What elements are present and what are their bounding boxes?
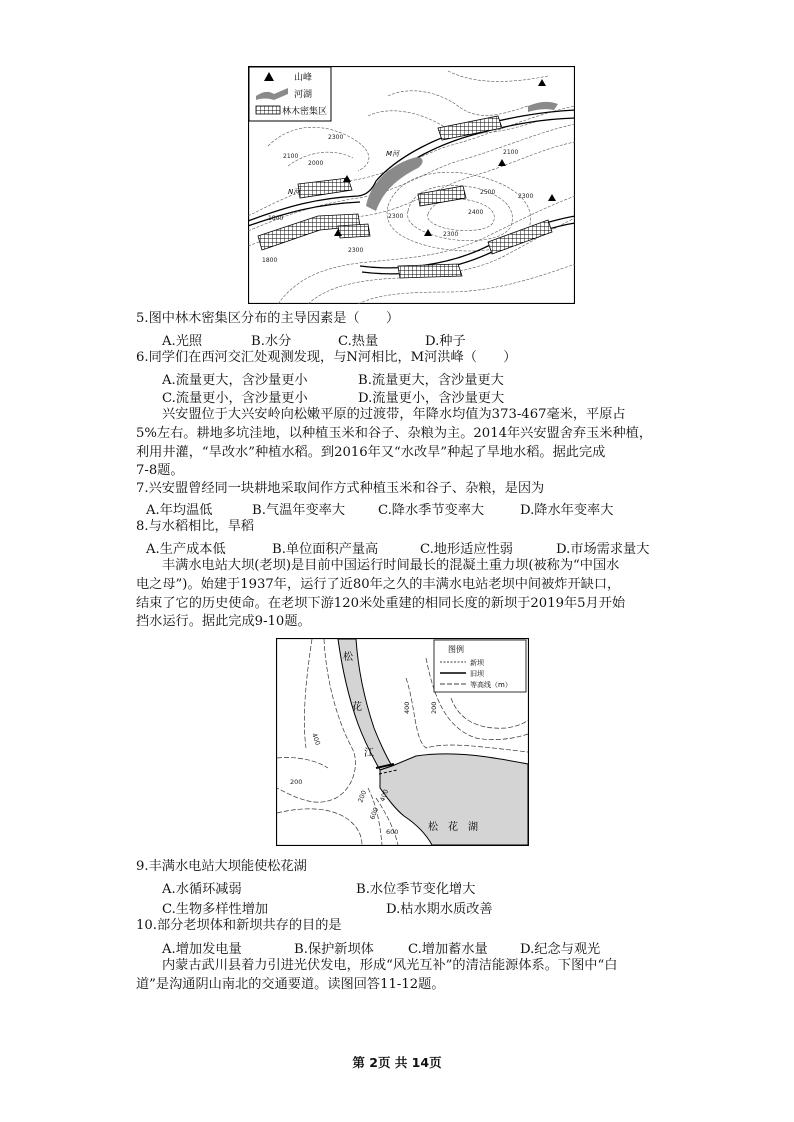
q8-option-a[interactable]: A.生产成本低 [146, 542, 226, 557]
q5-option-b[interactable]: B.水分 [251, 334, 292, 349]
map2-legend [434, 640, 526, 692]
question-7-stem: 7.兴安盟曾经同一块耕地采取间作方式种植玉米和谷子、杂粮，是因为 [136, 481, 545, 496]
passage-1-line: 兴安盟位于大兴安岭向松嫩平原的过渡带，年降水均值为373-467毫米，平原占 [162, 407, 626, 422]
question-9-stem: 9.丰满水电站大坝能使松花湖 [136, 859, 307, 874]
legend-title: 图例 [448, 645, 464, 654]
q6-option-c[interactable]: C.流量更小，含沙量更小 [162, 391, 308, 406]
q8-option-c[interactable]: C.地形适应性弱 [420, 542, 513, 557]
q6-option-d[interactable]: D.流量更小，含沙量更大 [358, 391, 505, 406]
forest-contour-map [248, 66, 575, 304]
q9-option-a[interactable]: A.水循环减弱 [162, 882, 242, 897]
q5-option-a[interactable]: A.光照 [162, 334, 203, 349]
q8-option-d[interactable]: D.市场需求量大 [556, 542, 650, 557]
passage-3-line: 道”是沟通阴山南北的交通要道。读图回答11-12题。 [136, 977, 445, 992]
fengman-dam-map [276, 638, 529, 846]
question-5-stem: 5.图中林木密集区分布的主导因素是（ ） [136, 311, 400, 326]
contour-label: 2300 [518, 193, 534, 200]
contour-label: 1800 [268, 215, 284, 222]
contour-label: 2500 [480, 189, 496, 196]
q8-option-b[interactable]: B.单位面积产量高 [272, 542, 379, 557]
page-footer: 第 2页 共 14页 [352, 1055, 442, 1070]
river-char: 江 [364, 748, 374, 759]
q5-option-d[interactable]: D.种子 [425, 334, 466, 349]
contour-label: 200 [356, 789, 369, 804]
q7-option-c[interactable]: C.降水季节变率大 [378, 503, 485, 518]
question-10-stem: 10.部分老坝体和新坝共存的目的是 [136, 918, 342, 933]
river-label-n: N河 [288, 188, 301, 196]
contour-label: 2000 [308, 160, 324, 167]
contour-label: 600 [368, 806, 381, 821]
passage-1-line: 5%左右。耕地多坑洼地，以种植玉米和谷子、杂粮为主。2014年兴安盟舍弃玉米种植， [136, 426, 653, 441]
q5-option-c[interactable]: C.热量 [338, 334, 379, 349]
legend-label-river: 河湖 [294, 90, 313, 100]
q10-option-d[interactable]: D.纪念与观光 [520, 942, 601, 957]
contour-label: 2300 [348, 247, 364, 254]
legend-label-contour: 等高线（m） [470, 681, 512, 689]
contour-label: 2300 [388, 213, 404, 220]
river-char: 花 [352, 702, 362, 713]
q7-option-a[interactable]: A.年均温低 [146, 503, 213, 518]
legend-label-forest: 林木密集区 [282, 107, 328, 117]
legend-label-peak: 山峰 [294, 73, 313, 83]
river-char: 松 [343, 652, 353, 663]
contour-label: 200 [290, 778, 303, 786]
lake-char: 花 [448, 822, 458, 833]
contour-label: 400 [403, 701, 411, 714]
q10-option-c[interactable]: C.增加蓄水量 [408, 942, 488, 957]
forest-zone-icon [256, 106, 280, 114]
q7-option-b[interactable]: B.气温年变率大 [252, 503, 346, 518]
contour-label: 2300 [328, 134, 344, 141]
lake-char: 松 [428, 822, 438, 833]
q10-option-b[interactable]: B.保护新坝体 [294, 942, 374, 957]
q6-option-a[interactable]: A.流量更大，含沙量更小 [162, 373, 308, 388]
map1-legend [249, 67, 331, 121]
contour-label: 400 [378, 788, 391, 803]
contour-label: 2100 [283, 153, 299, 160]
contour-label: 600 [386, 828, 399, 836]
q9-option-c[interactable]: C.生物多样性增加 [162, 902, 269, 917]
legend-label-old-dam: 旧坝 [470, 670, 484, 678]
question-6-stem: 6.同学们在西河交汇处观测发现，与N河相比，M河洪峰（ ） [136, 350, 517, 365]
contour-label: 2300 [443, 231, 459, 238]
contour-label: 200 [430, 701, 438, 714]
passage-2-line: 丰满水电站大坝(老坝)是目前中国运行时间最长的混凝土重力坝(被称为“中国水 [162, 558, 620, 573]
contour-label: 400 [310, 731, 322, 747]
question-8-stem: 8.与水稻相比，旱稻 [136, 519, 255, 534]
q6-option-b[interactable]: B.流量更大，含沙量更大 [358, 373, 504, 388]
passage-1-line: 利用井灌，“旱改水”种植水稻。到2016年又“水改旱”种起了旱地水稻。据此完成 [136, 445, 606, 460]
contour-label: 2400 [468, 209, 484, 216]
passage-3-line: 内蒙古武川县着力引进光伏发电，形成“风光互补”的清洁能源体系。下图中“白 [162, 958, 618, 973]
q10-option-a[interactable]: A.增加发电量 [162, 942, 242, 957]
contour-label: 2100 [503, 149, 519, 156]
passage-2-line: 结束了它的历史使命。在老坝下游120米处重建的相同长度的新坝于2019年5月开始 [136, 596, 626, 611]
q9-option-d[interactable]: D.枯水期水质改善 [386, 902, 493, 917]
passage-2-line: 电之母”)。始建于1937年，运行了近80年之久的丰满水电站老坝中间被炸开缺口， [136, 577, 621, 592]
contour-label: 1800 [262, 257, 278, 264]
passage-1-line: 7-8题。 [136, 463, 184, 478]
q7-option-d[interactable]: D.降水年变率大 [520, 503, 614, 518]
river-label-m: M河 [386, 150, 400, 158]
passage-2-line: 挡水运行。据此完成9-10题。 [136, 614, 311, 629]
q9-option-b[interactable]: B.水位季节变化增大 [356, 882, 476, 897]
legend-label-new-dam: 新坝 [470, 659, 484, 667]
lake-char: 湖 [468, 822, 478, 833]
